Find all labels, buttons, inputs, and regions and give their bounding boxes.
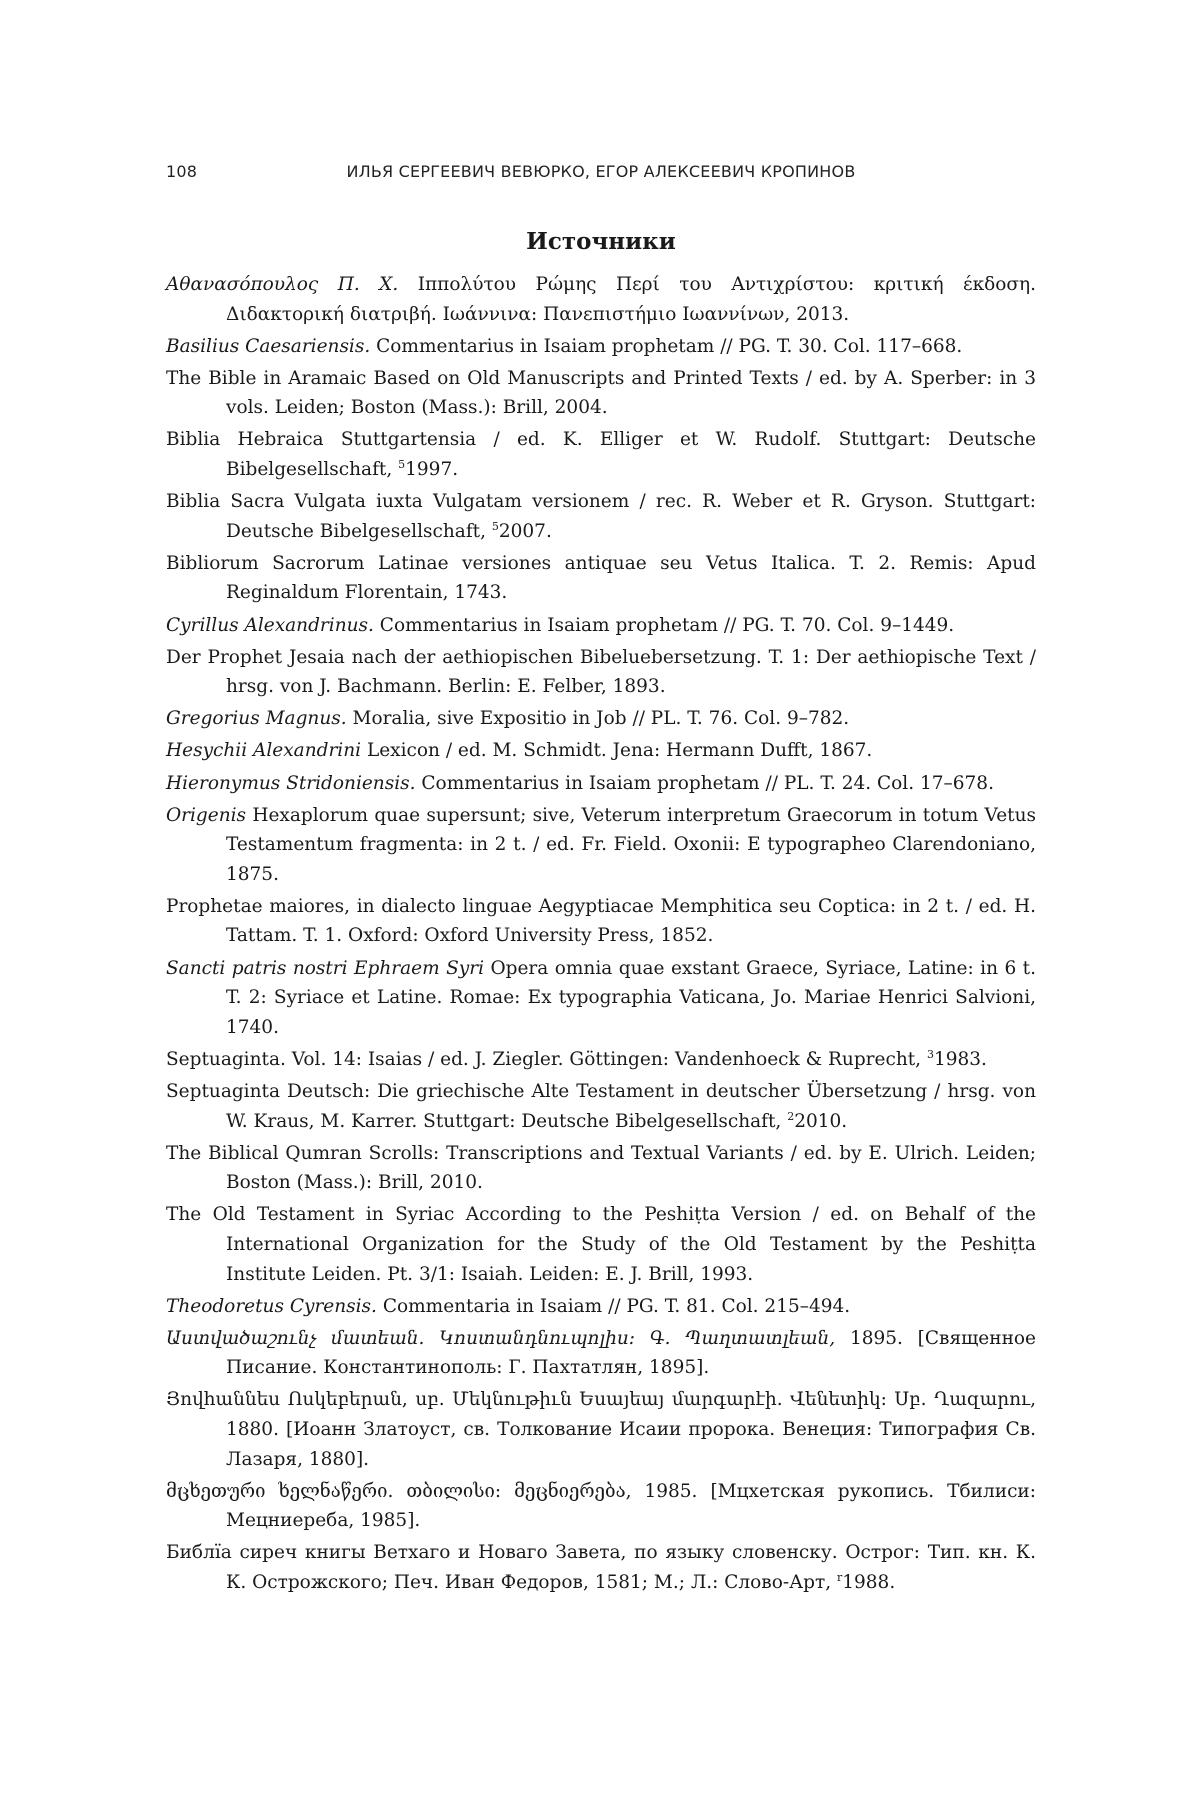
bibliography-entry (166, 1077, 1036, 1136)
edition-number: 5 (398, 457, 406, 471)
entry-text: Յովհաննես Ոսկեբերան, սբ. Մեկնութիւն Եսայեայ մարգարէի. Վենետիկ: Սբ. Ղազարու, 1880. [Иоанн Златоуст, св. Толкование Исаии пророка. Венеция: Типография Св. Лазаря, 1880]. (166, 1389, 1036, 1470)
entry-text: Opera omnia quae exstant Graece, Syriace, Latine: in 6 t. T. 2: Syriace et Latine. Romae: Ex typographia Vaticana, Jo. Mariae Henrici Salvioni, 1740. (226, 957, 1036, 1038)
bibliography-entry (166, 1292, 1036, 1322)
bibliography-entry (166, 736, 1036, 766)
bibliography-entry (166, 332, 1036, 362)
bibliography-entry (166, 611, 1036, 641)
bibliography-entry (166, 704, 1036, 734)
entry-author: Basilius Caesariensis. (166, 335, 371, 357)
entry-author: Hesychii Alexandrini (166, 740, 362, 762)
bibliography-entry (166, 1324, 1036, 1383)
entry-year: 1988. (842, 1571, 896, 1593)
entry-text: 1895. [Священное Писание. Константинополь: Г. Пахтатлян, 1895]. (226, 1327, 1037, 1379)
entry-year: 1997. (405, 459, 459, 481)
bibliography-entry (166, 643, 1036, 702)
bibliography-entry (166, 769, 1036, 799)
entry-text: მცხეთური ხელნაწერი. თბილისი: მეცნიერება, 1985. [Мцхетская рукопись. Тбилиси: Мецниереба, 1985]. (166, 1480, 1036, 1532)
bibliography-entry (166, 270, 1036, 329)
bibliography-entry (166, 1385, 1036, 1474)
entry-text: Moralia, sive Expositio in Job // PL. T. 76. Col. 9–782. (346, 708, 850, 730)
entry-text: Commentarius in Isaiam prophetam // PG. T. 70. Col. 9–1449. (373, 614, 955, 636)
edition-number: 3 (926, 1047, 934, 1061)
entry-text: Biblia Hebraica Stuttgartensia / ed. K. Elliger et W. Rudolf. Stuttgart: Deutsche Bibelgesellschaft, (166, 429, 1036, 481)
entry-text: The Old Testament in Syriac According to the Peshiṭta Version / ed. on Behalf of the International Organization for the Study of the Old Testament by the Peshiṭta Institute Leiden. Pt. 3/1: Isaiah. Leiden: E. J. Brill, 1993. (166, 1204, 1036, 1285)
bibliography-entry (166, 364, 1036, 423)
entry-text: Prophetae maiores, in dialecto linguae Aegyptiacae Memphitica seu Coptica: in 2 t. / ed. H. Tattam. T. 1. Oxford: Oxford University Press, 1852. (166, 895, 1036, 947)
running-title: ИЛЬЯ СЕРГЕЕВИЧ ВЕВЮРКО, ЕГОР АЛЕКСЕЕВИЧ КРОПИНОВ (346, 162, 856, 181)
bibliography-list (166, 270, 1036, 1600)
entry-text: Septuaginta Deutsch: Die griechische Alte Testament in deutscher Übersetzung / hrsg. von W. Kraus, M. Karrer. Stuttgart: Deutsche Bibelgesellschaft, (166, 1080, 1036, 1132)
bibliography-entry (166, 1139, 1036, 1198)
entry-text: Der Prophet Jesaia nach der aethiopischen Bibeluebersetzung. T. 1: Der aethiopische Text / hrsg. von J. Bachmann. Berlin: E. Felber, 1893. (166, 646, 1036, 698)
bibliography-entry (166, 549, 1036, 608)
bibliography-entry (166, 1200, 1036, 1289)
section-title: Источники (526, 228, 676, 255)
bibliography-entry (166, 425, 1036, 484)
entry-text: Biblia Sacra Vulgata iuxta Vulgatam versionem / rec. R. Weber et R. Gryson. Stuttgart: Deutsche Bibelgesellschaft, (166, 491, 1036, 542)
edition-number: 5 (491, 519, 499, 533)
entry-author: Gregorius Magnus. (166, 708, 347, 730)
entry-text: Commentarius in Isaiam prophetam // PG. T. 30. Col. 117–668. (370, 335, 963, 357)
entry-year: 1983. (933, 1048, 987, 1070)
entry-text: Commentaria in Isaiam // PG. T. 81. Col. 215–494. (376, 1295, 851, 1317)
edition-number: 2 (787, 1109, 795, 1123)
entry-text: Библїа сиреч книгы Ветхаго и Новаго Завета, по языку словенску. Острог: Тип. кн. К. К. Острожского; Печ. Иван Федоров, 1581; М.; Л.: Слово-Арт, (166, 1542, 1036, 1593)
entry-author: Origenis (166, 804, 247, 826)
entry-author: Theodoretus Cyrensis. (166, 1295, 377, 1317)
edition-number: r (836, 1570, 843, 1584)
bibliography-entry (166, 1045, 1036, 1075)
entry-text: Ιππολύτου Ρώμης Περί του Αντιχρίστου: κριτική έκδοση. Διδακτορική διατριβή. Ιωάννινα: Πανεπιστήμιο Ιωαννίνων, 2013. (226, 274, 1037, 325)
page-number: 108 (166, 162, 198, 181)
entry-year: 2010. (794, 1110, 848, 1132)
entry-author: Աստվածաշունչ մատեան. Կոստանդնուպոլիս: Գ. Պաղտատլեան, (166, 1327, 836, 1349)
bibliography-entry (166, 954, 1036, 1043)
running-head (166, 162, 1036, 188)
entry-text: The Biblical Qumran Scrolls: Transcriptions and Textual Variants / ed. by E. Ulrich. Leiden; Boston (Mass.): Brill, 2010. (166, 1142, 1036, 1194)
bibliography-entry (166, 1477, 1036, 1536)
bibliography-entry (166, 1538, 1036, 1597)
entry-text: Lexicon / ed. M. Schmidt. Jena: Hermann Dufft, 1867. (361, 740, 873, 762)
bibliography-entry (166, 801, 1036, 890)
entry-text: The Bible in Aramaic Based on Old Manuscripts and Printed Texts / ed. by A. Sperber: in 3 vols. Leiden; Boston (Mass.): Brill, 2004. (166, 367, 1036, 419)
entry-year: 2007. (498, 520, 552, 542)
entry-text: Hexaplorum quae supersunt; sive, Veterum interpretum Graecorum in totum Vetus Testamentum fragmenta: in 2 t. / ed. Fr. Field. Oxonii: E typographeo Clarendoniano, 1875. (226, 804, 1036, 885)
entry-author: Hieronymus Stridoniensis. (166, 772, 416, 794)
bibliography-entry (166, 892, 1036, 951)
entry-author: Sancti patris nostri Ephraem Syri (166, 957, 484, 979)
entry-text: Septuaginta. Vol. 14: Isaias / ed. J. Ziegler. Göttingen: Vandenhoeck & Ruprecht, (166, 1048, 927, 1070)
entry-author: Αθανασόπουλος Π. Χ. (166, 274, 399, 295)
entry-text: Commentarius in Isaiam prophetam // PL. T. 24. Col. 17–678. (415, 772, 994, 794)
bibliography-entry (166, 487, 1036, 546)
entry-text: Bibliorum Sacrorum Latinae versiones antiquae seu Vetus Italica. T. 2. Remis: Apud Reginaldum Florentain, 1743. (166, 552, 1036, 604)
entry-author: Cyrillus Alexandrinus. (166, 614, 374, 636)
